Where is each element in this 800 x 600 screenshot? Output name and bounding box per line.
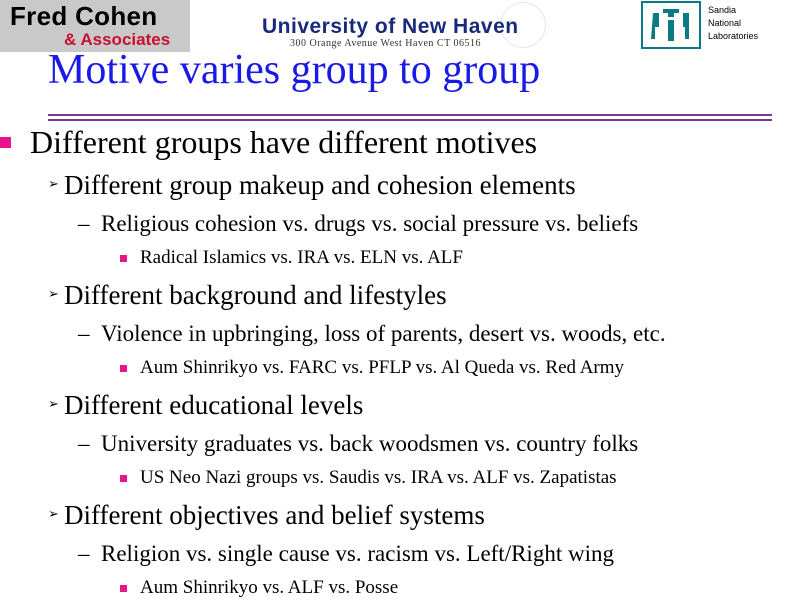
group-heading-text: Different objectives and belief systems	[64, 500, 485, 530]
slide-title: Motive varies group to group	[48, 47, 541, 93]
arrow-bullet-icon: ➢	[48, 507, 59, 522]
square-bullet-icon	[120, 365, 127, 372]
dash-bullet: –	[78, 541, 90, 566]
group-heading-text: Different educational levels	[64, 390, 364, 420]
sandia-thunderbird-icon	[643, 3, 699, 47]
square-bullet-icon	[0, 137, 11, 148]
group-heading-text: Different group makeup and cohesion elements	[64, 170, 576, 200]
group-detail-text: Religion vs. single cause vs. racism vs. Left/Right wing	[101, 541, 614, 566]
square-bullet-icon	[120, 255, 127, 262]
group-examples-text: Radical Islamics vs. IRA vs. ELN vs. ALF	[140, 247, 463, 268]
group-detail-text: Violence in upbringing, loss of parents, desert vs. woods, etc.	[101, 321, 666, 346]
group-detail-text: University graduates vs. back woodsmen vs. country folks	[101, 431, 639, 456]
main-point-text: Different groups have different motives	[30, 124, 538, 160]
fred-cohen-logo	[0, 0, 190, 52]
arrow-bullet-icon: ➢	[48, 177, 59, 192]
university-name: University of New Haven	[262, 15, 519, 38]
sandia-line-1: Sandia	[708, 5, 737, 15]
arrow-bullet-icon: ➢	[48, 287, 59, 302]
group-examples-text: Aum Shinrikyo vs. FARC vs. PFLP vs. Al Queda vs. Red Army	[140, 357, 625, 378]
title-rule-bottom	[48, 119, 772, 121]
group-heading-text: Different background and lifestyles	[64, 280, 447, 310]
group-examples-text: US Neo Nazi groups vs. Saudis vs. IRA vs. ALF vs. Zapatistas	[140, 467, 617, 488]
group-detail-text: Religious cohesion vs. drugs vs. social pressure vs. beliefs	[101, 211, 639, 236]
dash-bullet: –	[78, 211, 90, 236]
dash-bullet: –	[78, 321, 90, 346]
square-bullet-icon	[120, 585, 127, 592]
sandia-line-3: Laboratories	[708, 31, 759, 41]
group-examples-text: Aum Shinrikyo vs. ALF vs. Posse	[140, 577, 399, 598]
sandia-logo-text	[708, 4, 758, 43]
title-rule-top	[48, 114, 772, 116]
fred-cohen-logo-name: Fred Cohen	[10, 1, 158, 31]
sandia-logo-icon	[641, 1, 701, 49]
university-address: 300 Orange Avenue West Haven CT 06516	[290, 38, 481, 49]
fred-cohen-logo-associates: & Associates	[64, 30, 171, 49]
sandia-line-2: National	[708, 18, 742, 28]
square-bullet-icon	[120, 475, 127, 482]
arrow-bullet-icon: ➢	[48, 397, 59, 412]
dash-bullet: –	[78, 431, 90, 456]
